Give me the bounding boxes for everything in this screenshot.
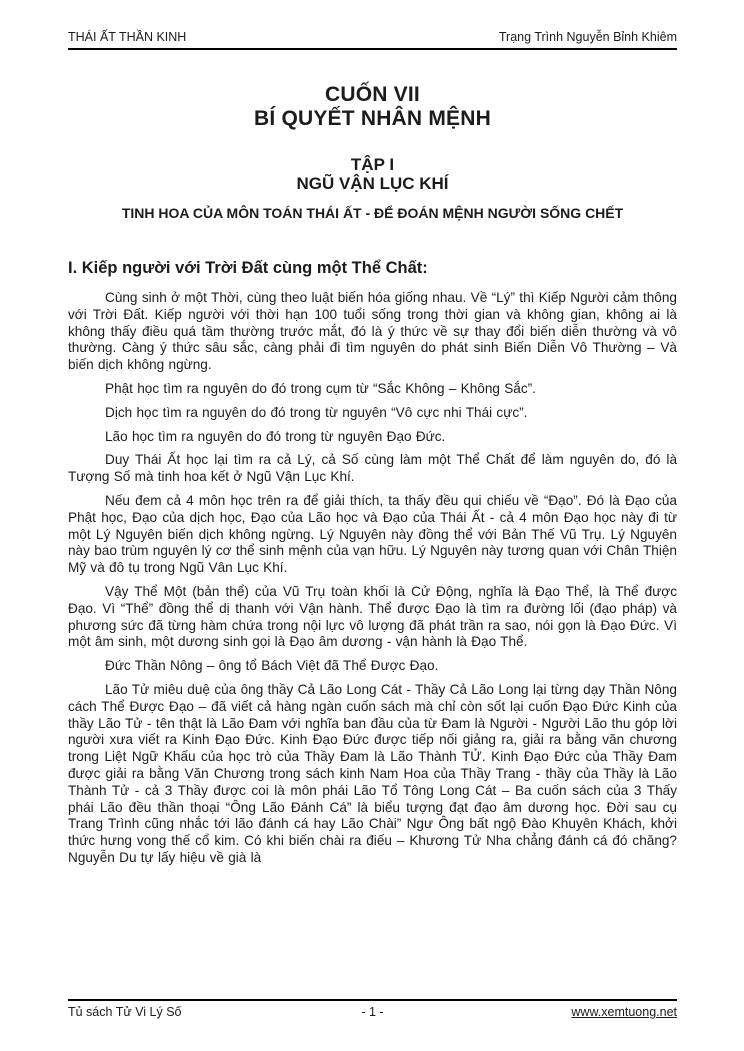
paragraph: Lão Tử miêu duệ của ông thầy Cả Lão Long Cát - Thầy Cả Lão Long lại từng dạy Thần Nông cách Thể Được Đạo – đã viết cả hàng ngàn cuốn sách mà chỉ còn sốt lại cuốn Đạo Đức Kinh của thầy Lão Tử - tên thật là Lão Đam với nghĩa ban đầu của từ Đam là Người - Người Lão thu góp lời người xưa viết ra Kinh Đạo Đức. Kinh Đạo Đức được tiếp nối giảng ra, giải ra bằng văn chương trong Liệt Ngữ Khấu của học trò của Thầy Đam là Lão Thành TỬ. Kinh Đạo Đức của Thầy Đam được giải ra bằng Văn Chương trong sách kinh Nam Hoa của Thầy Trang - thầy của Thầy là Lão Thành Tử - cả 3 Thầy được coi là môn phái Lão Tổ Tông Long Cát – Ba cuốn sách của 3 Thấy phái Lão đều thần thoại “Ông Lão Đánh Cá” là biểu tượng đạt đạo âm dương học. Đời sau cụ Trang Trình cũng nhắc tới lão đánh cá hay Lão Chài” Ngư Ông bất ngộ Đào Khuyên Khách, khởi thức hưng vong thế cổ kim. Có khi biến chài ra điếu – Khương Tử Nha chẳng đánh cá đó chăng? Nguyễn Du tự lấy hiệu về già là [68,681,677,865]
body-text [68,290,677,867]
footer-page-number: - 1 - [361,1005,384,1019]
book-subtitle-title: BÍ QUYẾT NHÂN MỆNH [254,107,491,130]
paragraph: Nếu đem cả 4 môn học trên ra để giải thích, ta thấy đều qui chiếu về “Đạo”. Đó là Đạo của Phật học, Đạo của dịch học, Đạo của Lão học và Đạo của Thái Ất - cả 4 môn Đạo học này đi từ một Lý Nguyên biến dịch không ngừng. Lý Nguyên này đồng thể với Bản Thế Vũ Trụ. Lý Nguyên này bao trùm nguyên lý cơ thể sinh mệnh của vạn hữu. Lý Nguyên này tương quan với Chân Thiện Mỹ và đô tụ trong Ngũ Vân Lục Khí. [68,492,677,576]
paragraph: Dịch học tìm ra nguyên do đó trong từ nguyên “Vô cực nhi Thái cực”. [105,404,528,420]
volume-number-title: CUỐN VII [325,83,420,106]
paragraph: Vậy Thể Một (bản thể) của Vũ Trụ toàn khối là Cử Động, nghĩa là Đạo Thể, là Thể được Đạo. Vì “Thể” đồng thể dị thanh với Vận hành. Thể được Đạo là tìm ra đường lối (đạo pháp) và phương sức đã từng hàm chứa trong nội lực vô lượng đã phát trần ra sao, nói gọn là Đạo Đức. Vì một âm sinh, một dương sinh gọi là Đạo âm dương - vận hành là Đạo Thể. [68,583,677,650]
part-number-title: TẬP I [350,155,395,174]
paragraph: Cùng sinh ở một Thời, cùng theo luật biến hóa giống nhau. Về “Lý” thì Kiếp Người cảm thông với Trời Đất. Kiếp người với thời hạn 100 tuổi sống trong thời gian và không gian, không ai là không thấy điều quá tầm thường trước mắt, đó là ý thức về sự thay đổi biến diễn thường và vô thường. Càng ý thức sâu sắc, càng phải đi tìm nguyên do phát sinh Biến Diễn Vô Thường – Và biến dịch không ngừng. [68,290,677,373]
paragraph: Đức Thần Nông – ông tổ Bách Việt đã Thể Được Đạo. [105,658,439,674]
page-header [68,0,677,50]
header-book-title: THÁI ẤT THẦN KINH [68,30,187,44]
paragraph: Phật học tìm ra nguyên do đó trong cụm từ “Sắc Không – Không Sắc”. [105,380,536,396]
part-name-title: NGŨ VẬN LỤC KHÍ [296,174,449,193]
tagline: TINH HOA CỦA MÔN TOÁN THÁI ẤT - ĐỂ ĐOÁN MỆNH NGƯỜI SỐNG CHẾT [121,205,624,221]
footer-series-title: Tủ sách Tử Vi Lý Số [68,1005,182,1019]
section-heading: I. Kiếp người với Trời Đất cùng một Thể Chất: [68,259,428,277]
paragraph: Lão học tìm ra nguyên do đó trong từ nguyên Đạo Đức. [105,428,446,444]
header-author: Trạng Trình Nguyễn Bỉnh Khiêm [498,30,677,44]
paragraph: Duy Thái Ất học lại tìm ra cả Lý, cả Số cùng làm một Thể Chất để làm nguyên do, đó là Tượng Số mà tinh hoa kết ở Ngũ Vận Lục Khí. [68,452,677,485]
footer-website-link[interactable]: www.xemtuong.net [571,1005,677,1019]
page-footer [68,999,677,1020]
title-block [68,83,677,222]
